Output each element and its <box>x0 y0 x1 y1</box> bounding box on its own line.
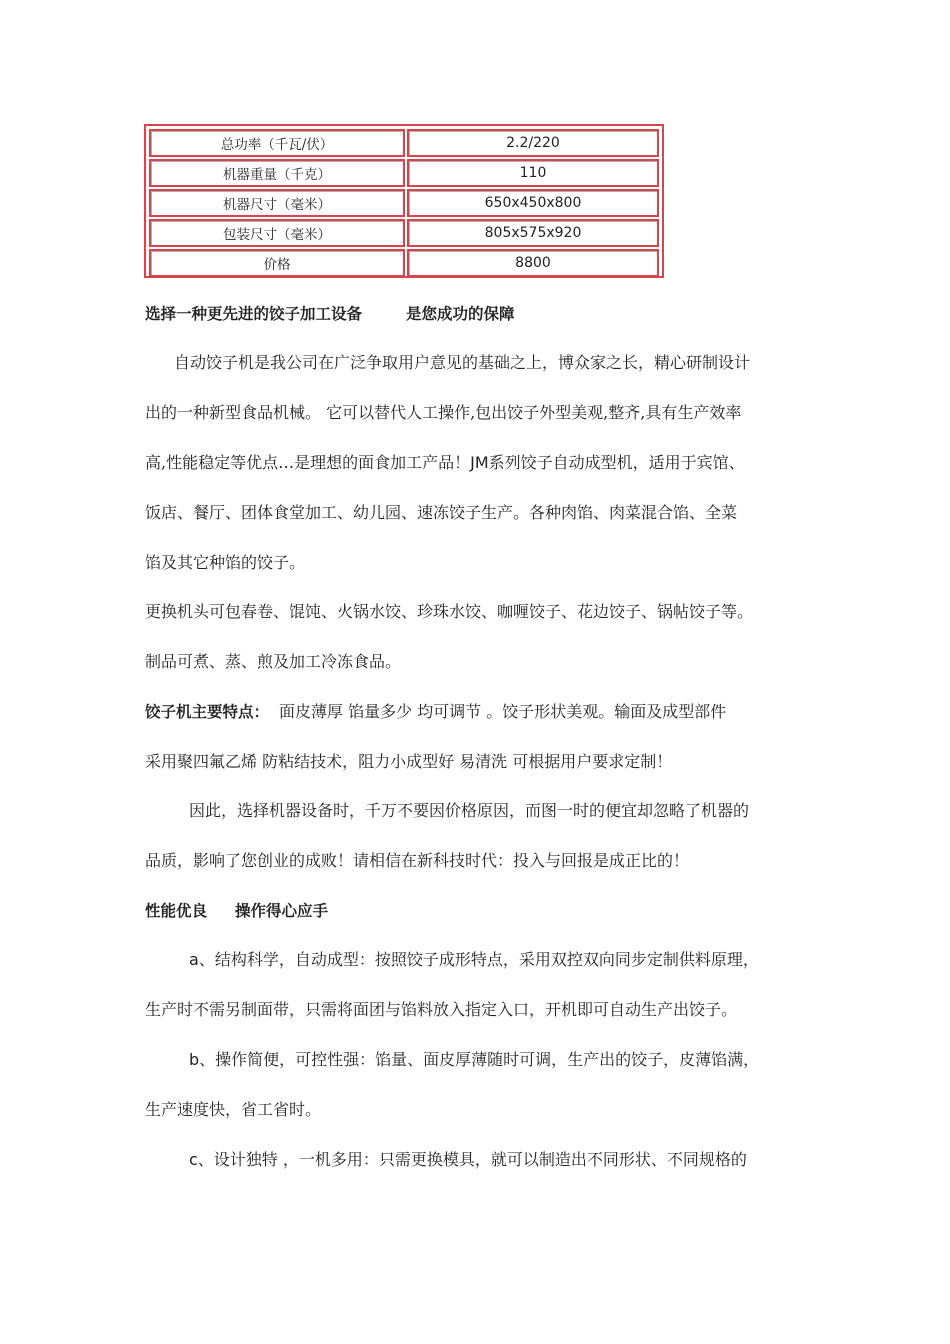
paragraph-line <box>189 1050 759 1070</box>
heading-part: 操作得心应手 <box>235 902 329 920</box>
paragraph-line: 自动饺子机是我公司在广泛争取用户意见的基础之上，博众家之长，精心研制设计 <box>174 353 751 372</box>
table-cell-value: 110 <box>407 159 659 187</box>
paragraph-line: 饭店、餐厅、团体食堂加工、幼儿园、速冻饺子生产。各种肉馅、肉菜混合馅、全菜 <box>145 503 738 522</box>
paragraph-line <box>145 702 726 722</box>
paragraph-line: 馅及其它种馅的饺子。 <box>145 553 306 572</box>
paragraph-line <box>145 453 745 473</box>
paragraph-line: 品质，影响了您创业的成败！请相信在新科技时代：投入与回报是成正比的！ <box>145 851 690 870</box>
table-row <box>148 248 660 278</box>
paragraph-line: 更换机头可包春卷、馄饨、火锅水饺、珍珠水饺、咖喱饺子、花边饺子、锅帖饺子等。 <box>145 602 754 621</box>
table-cell-value: 8800 <box>407 249 659 277</box>
text-run: JM <box>470 453 489 472</box>
text-run: 、结构科学，自动成型：按照饺子成形特点，采用双控双向同步定制供料原理， <box>198 950 759 969</box>
text-run: 面皮薄厚 馅量多少 均可调节 。饺子形状美观。输面及成型部件 <box>279 702 727 721</box>
paragraph-line: 生产时不需另制面带，只需将面团与馅料放入指定入口，开机即可自动生产出饺子。 <box>145 1000 738 1019</box>
text-run: 高,性能稳定等优点…是理想的面食加工产品！ <box>145 453 471 472</box>
table-row <box>148 158 660 188</box>
table-row <box>148 128 660 158</box>
text-run: 、操作简便，可控性强：馅量、面皮厚薄随时可调，生产出的饺子，皮薄馅满， <box>199 1050 760 1069</box>
paragraph-line <box>189 1150 747 1170</box>
table-cell-label: 总功率（千瓦/伏） <box>149 129 405 157</box>
paragraph-line: 生产速度快，省工省时。 <box>145 1100 322 1119</box>
section-heading <box>145 901 328 921</box>
heading-part: 是您成功的保障 <box>406 305 515 323</box>
heading-part: 选择一种更先进的饺子加工设备 <box>145 305 363 323</box>
text-run: 、设计独特 ，一机多用：只需更换模具，就可以制造出不同形状、不同规格的 <box>197 1150 747 1169</box>
section-heading <box>145 304 515 324</box>
paragraph-line: 因此，选择机器设备时，千万不要因价格原因，而图一时的便宜却忽略了机器的 <box>189 801 750 820</box>
list-letter: c <box>189 1150 198 1169</box>
list-letter: b <box>189 1050 200 1069</box>
paragraph-line <box>189 950 759 970</box>
table-cell-value: 650x450x800 <box>407 189 659 217</box>
table-cell-label: 包装尺寸（毫米） <box>149 219 405 247</box>
table-cell-value: 2.2/220 <box>407 129 659 157</box>
paragraph-line: 出的一种新型食品机械。 它可以替代人工操作,包出饺子外型美观,整齐,具有生产效率 <box>145 403 742 422</box>
heading-part: 性能优良 <box>145 902 208 920</box>
features-label: 饺子机主要特点： <box>145 703 270 721</box>
spec-table <box>144 124 664 278</box>
text-run: 系列饺子自动成型机，适用于宾馆、 <box>488 453 745 472</box>
list-letter: a <box>189 950 199 969</box>
table-row <box>148 188 660 218</box>
paragraph-line: 制品可煮、蒸、煎及加工冷冻食品。 <box>145 652 402 671</box>
table-row <box>148 218 660 248</box>
table-cell-value: 805x575x920 <box>407 219 659 247</box>
table-cell-label: 机器重量（千克） <box>149 159 405 187</box>
table-cell-label: 机器尺寸（毫米） <box>149 189 405 217</box>
table-cell-label: 价格 <box>149 249 405 277</box>
paragraph-line: 采用聚四氟乙烯 防粘结技术，阻力小成型好 易清洗 可根据用户要求定制！ <box>145 752 673 771</box>
